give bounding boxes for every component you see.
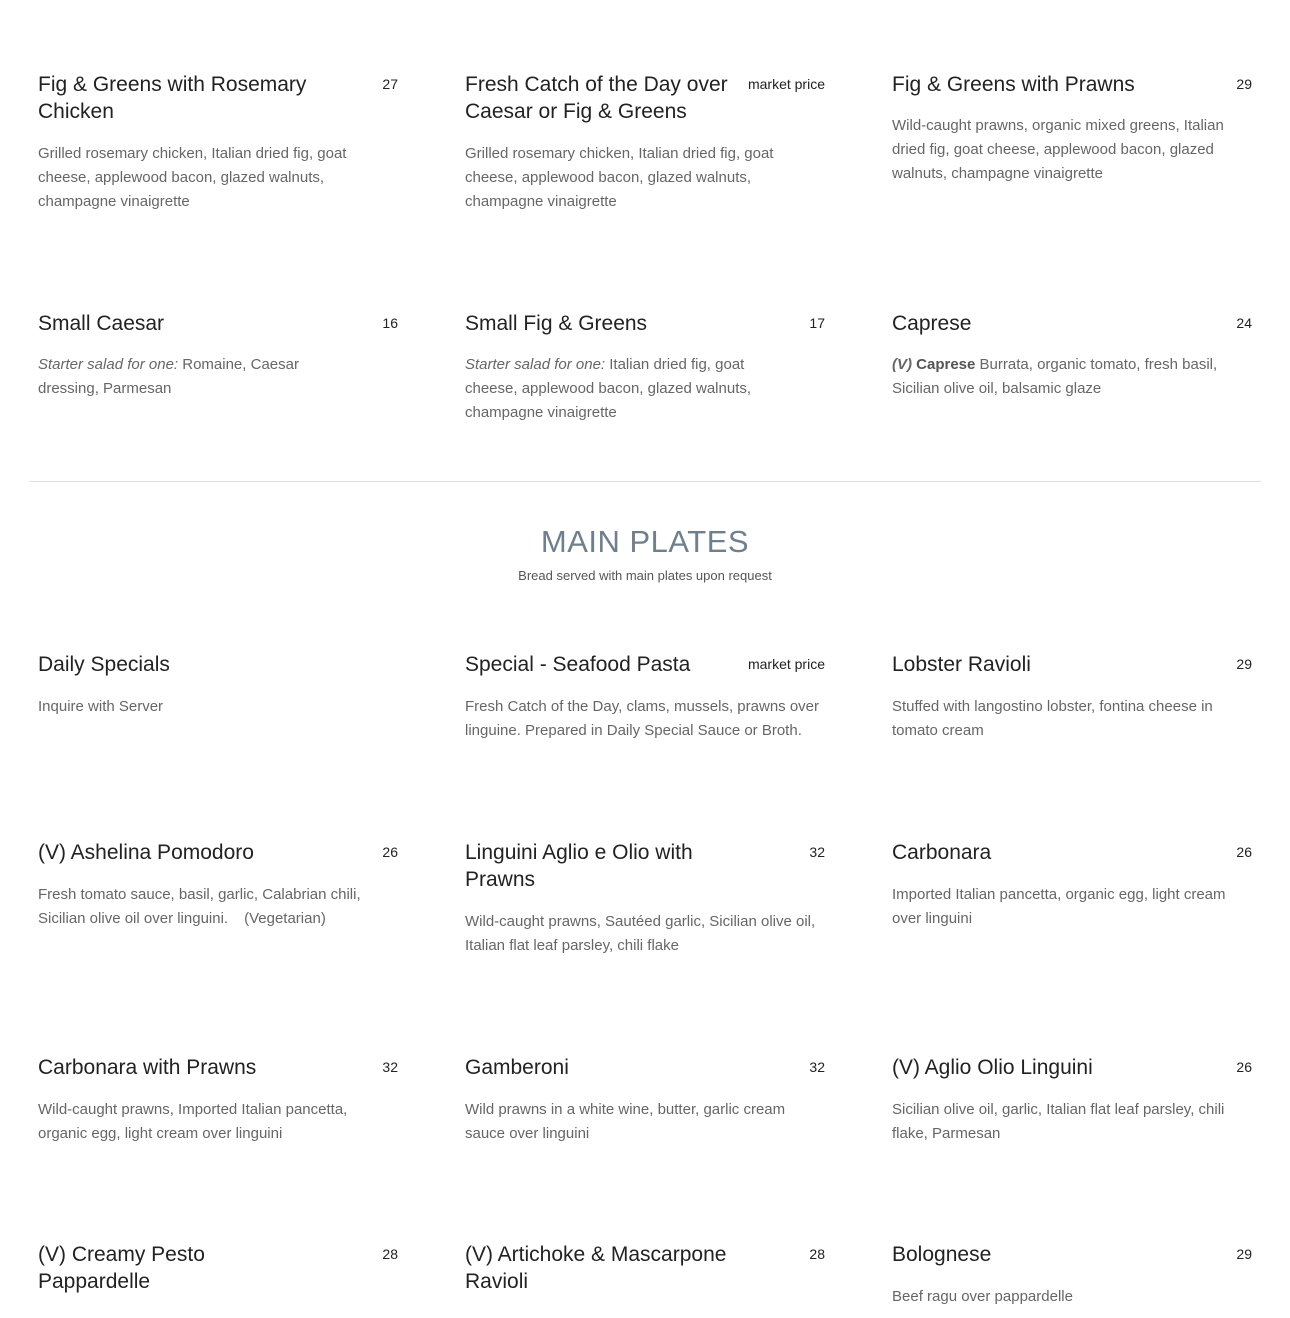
item-description: Fresh Catch of the Day, clams, mussels, prawns over linguine. Prepared in Daily Special Sauce or Broth. [465, 698, 820, 739]
item-description: Beef ragu over pappardelle [892, 1288, 1073, 1305]
description-prefix: Starter salad for one: [38, 356, 179, 373]
description-text: Italian dried fig, goat cheese, applewood bacon, glazed walnuts, champagne vinaigrette [465, 356, 752, 421]
item-price: 26 [1236, 844, 1252, 860]
item-description: Grilled rosemary chicken, Italian dried fig, goat cheese, applewood bacon, glazed walnuts, champagne vinaigrette [38, 145, 347, 210]
item-title: Carbonara with Prawns [38, 1056, 257, 1079]
item-price: 16 [382, 315, 398, 331]
item-title: Fresh Catch of the Day over Caesar or Fig & Greens [465, 73, 728, 123]
item-description [38, 883, 383, 931]
item-title: Caprese [892, 312, 972, 335]
description-text: Burrata, organic tomato, fresh basil, Sicilian olive oil, balsamic glaze [892, 356, 1218, 397]
item-title: Gamberoni [465, 1056, 569, 1079]
description-prefix: Starter salad for one: [465, 356, 606, 373]
item-price: 28 [382, 1246, 398, 1262]
item-title: Carbonara [892, 841, 992, 864]
item-title: (V) Creamy Pesto Pappardelle [38, 1243, 205, 1293]
item-price: 24 [1236, 315, 1252, 331]
section-title: MAIN PLATES [540, 524, 750, 559]
item-price: 32 [809, 844, 825, 860]
item-price: 17 [809, 315, 825, 331]
item-price: 27 [382, 76, 398, 92]
item-description: Wild prawns in a white wine, butter, garlic cream sauce over linguini [465, 1101, 786, 1142]
item-description [38, 353, 338, 401]
item-price: 29 [1236, 76, 1252, 92]
item-description: Inquire with Server [38, 698, 164, 715]
item-title: (V) Artichoke & Mascarpone Ravioli [465, 1243, 727, 1293]
description-text: Fresh tomato sauce, basil, garlic, Calabrian chili, Sicilian olive oil over linguini. [38, 886, 361, 927]
description-bold: Caprese [912, 356, 976, 373]
item-title: Special - Seafood Pasta [465, 653, 691, 676]
item-description: Wild-caught prawns, organic mixed greens, Italian dried fig, goat cheese, applewood bacon, glazed walnuts, champagne vinaigrette [892, 117, 1224, 182]
item-description: Wild-caught prawns, Sautéed garlic, Sicilian olive oil, Italian flat leaf parsley, chili flake [465, 913, 816, 954]
item-price: 28 [809, 1246, 825, 1262]
item-price: market price [747, 656, 825, 672]
item-price: 29 [1236, 1246, 1252, 1262]
item-title: Fig & Greens with Rosemary Chicken [38, 73, 307, 123]
item-title: Linguini Aglio e Olio with Prawns [465, 841, 693, 891]
item-title: (V) Ashelina Pomodoro [38, 841, 254, 864]
vegetarian-marker: (V) [892, 356, 912, 373]
item-title: Lobster Ravioli [892, 653, 1031, 676]
item-price: 29 [1236, 656, 1252, 672]
description-text: Romaine, Caesar dressing, Parmesan [38, 356, 299, 397]
item-title: Fig & Greens with Prawns [892, 73, 1135, 96]
item-description: Wild-caught prawns, Imported Italian pancetta, organic egg, light cream over linguini [38, 1101, 348, 1142]
item-title: Small Fig & Greens [465, 312, 648, 335]
item-price: 32 [809, 1059, 825, 1075]
item-price: market price [747, 76, 825, 92]
item-price: 32 [382, 1059, 398, 1075]
item-description: Stuffed with langostino lobster, fontina cheese in tomato cream [892, 698, 1213, 739]
item-description [892, 353, 1232, 401]
item-title: Bolognese [892, 1243, 992, 1266]
item-description: Sicilian olive oil, garlic, Italian flat leaf parsley, chili flake, Parmesan [892, 1101, 1225, 1142]
item-title: Small Caesar [38, 312, 165, 335]
section-note: Bread served with main plates upon request [518, 568, 772, 583]
item-description: Imported Italian pancetta, organic egg, light cream over linguini [892, 886, 1226, 927]
vegetarian-tag: (Vegetarian) [244, 910, 326, 927]
section-divider [29, 481, 1261, 482]
item-description: Grilled rosemary chicken, Italian dried fig, goat cheese, applewood bacon, glazed walnuts, champagne vinaigrette [465, 145, 774, 210]
item-price: 26 [1236, 1059, 1252, 1075]
item-price: 26 [382, 844, 398, 860]
item-description [465, 353, 765, 425]
item-title: (V) Aglio Olio Linguini [892, 1056, 1093, 1079]
item-title: Daily Specials [38, 653, 170, 676]
